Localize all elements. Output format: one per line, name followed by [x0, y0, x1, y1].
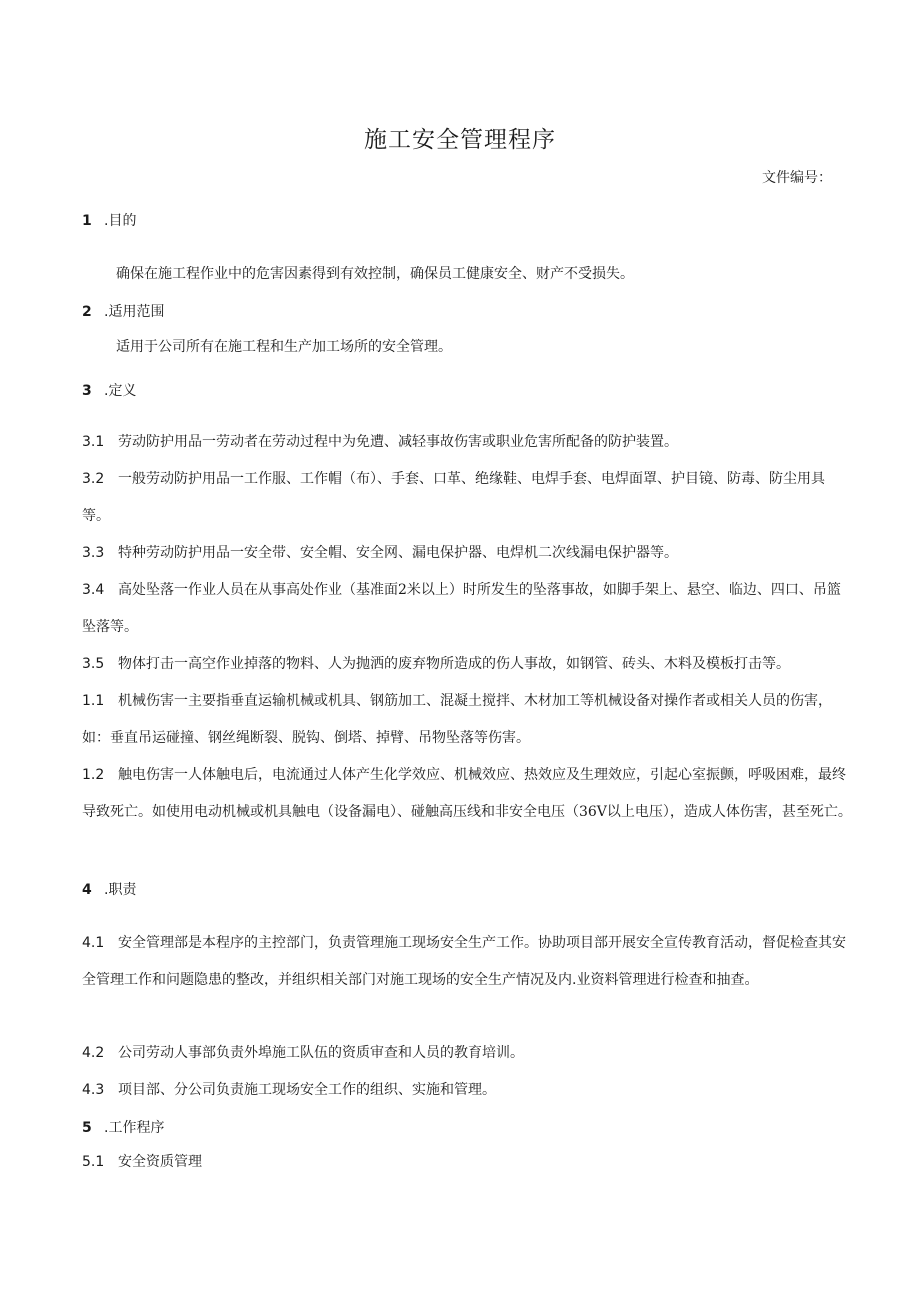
section-number: 1: [82, 213, 92, 229]
list-item: [82, 1035, 852, 1072]
item-text: 安全资质管理: [118, 1154, 202, 1170]
paragraph: 适用于公司所有在施工程和生产加工场所的安全管理。: [116, 339, 452, 355]
list-item: [82, 925, 852, 999]
item-text: 一般劳动防护用品一工作服、工作帽（布）、手套、口革、绝缘鞋、电焊手套、电焊面罩、护目镜、防毒、防尘用具等。: [82, 471, 825, 524]
item-text: 触电伤害一人体触电后，电流通过人体产生化学效应、机械效应、热效应及生理效应，引起心室振颤，呼吸困难，最终导致死亡。如使用电动机械或机具触电（设备漏电）、碰触高压线和非安全电压（36V以上电压），造成人体伤害，甚至死亡。: [82, 767, 852, 820]
section-number: 3: [82, 383, 92, 399]
section-title: .工作程序: [104, 1120, 165, 1136]
section-title: .定义: [104, 383, 137, 399]
section-heading-scope: [82, 301, 164, 321]
section-number: 4: [82, 882, 92, 898]
list-item: [82, 1072, 852, 1109]
item-text: 安全管理部是本程序的主控部门，负责管理施工现场安全生产工作。协助项目部开展安全宣传教育活动，督促检查其安全管理工作和问题隐患的整改，并组织相关部门对施工现场的安全生产情况及内.业资料管理进行检查和抽查。: [82, 935, 846, 988]
item-text: 机械伤害一主要指垂直运输机械或机具、钢筋加工、混凝土搅拌、木材加工等机械设备对操作者或相关人员的伤害，如：垂直吊运碰撞、钢丝绳断裂、脱钩、倒塔、掉臂、吊物坠落等伤害。: [82, 693, 832, 746]
item-text: 劳动防护用品一劳动者在劳动过程中为免遭、减轻事故伤害或职业危害所配备的防护装置。: [118, 434, 678, 450]
item-number: 3.3: [82, 545, 105, 561]
list-item: [82, 424, 852, 461]
item-number: 1.2: [82, 767, 105, 783]
section-heading-definitions: [82, 380, 136, 400]
item-number: 4.3: [82, 1082, 105, 1098]
item-text: 特种劳动防护用品一安全带、安全帽、安全网、漏电保护器、电焊机二次线漏电保护器等。: [118, 545, 678, 561]
item-number: 4.1: [82, 935, 105, 951]
section-heading-purpose: [82, 210, 136, 230]
section-number: 5: [82, 1120, 92, 1136]
item-number: 3.5: [82, 656, 105, 672]
list-item: [82, 683, 852, 757]
list-item: [82, 572, 852, 646]
item-text: 高处坠落一作业人员在从事高处作业（基准面2米以上）时所发生的坠落事故，如脚手架上、悬空、临边、四口、吊篮坠落等。: [82, 582, 841, 635]
section-number: 2: [82, 304, 92, 320]
paragraph: 确保在施工程作业中的危害因素得到有效控制，确保员工健康安全、财产不受损失。: [116, 266, 634, 282]
list-item: [82, 757, 852, 831]
list-item: [82, 535, 852, 572]
list-item: [82, 1144, 852, 1181]
list-item: [82, 461, 852, 535]
item-text: 物体打击一高空作业掉落的物料、人为抛洒的废弃物所造成的伤人事故，如钢管、砖头、木料及模板打击等。: [118, 656, 790, 672]
item-text: 公司劳动人事部负责外埠施工队伍的资质审查和人员的教育培训。: [118, 1045, 524, 1061]
document-number-label: 文件编号：: [762, 170, 832, 186]
section-heading-responsibilities: [82, 879, 136, 899]
item-number: 3.2: [82, 471, 105, 487]
item-number: 3.1: [82, 434, 105, 450]
section-heading-procedure: [82, 1117, 164, 1137]
list-item: [82, 646, 852, 683]
section-title: .目的: [104, 213, 137, 229]
item-text: 项目部、分公司负责施工现场安全工作的组织、实施和管理。: [118, 1082, 496, 1098]
item-number: 3.4: [82, 582, 105, 598]
section-title: .适用范围: [104, 304, 165, 320]
item-number: 4.2: [82, 1045, 105, 1061]
item-number: 5.1: [82, 1154, 105, 1170]
section-title: .职责: [104, 882, 137, 898]
document-title: 施工安全管理程序: [364, 127, 556, 153]
item-number: 1.1: [82, 693, 105, 709]
